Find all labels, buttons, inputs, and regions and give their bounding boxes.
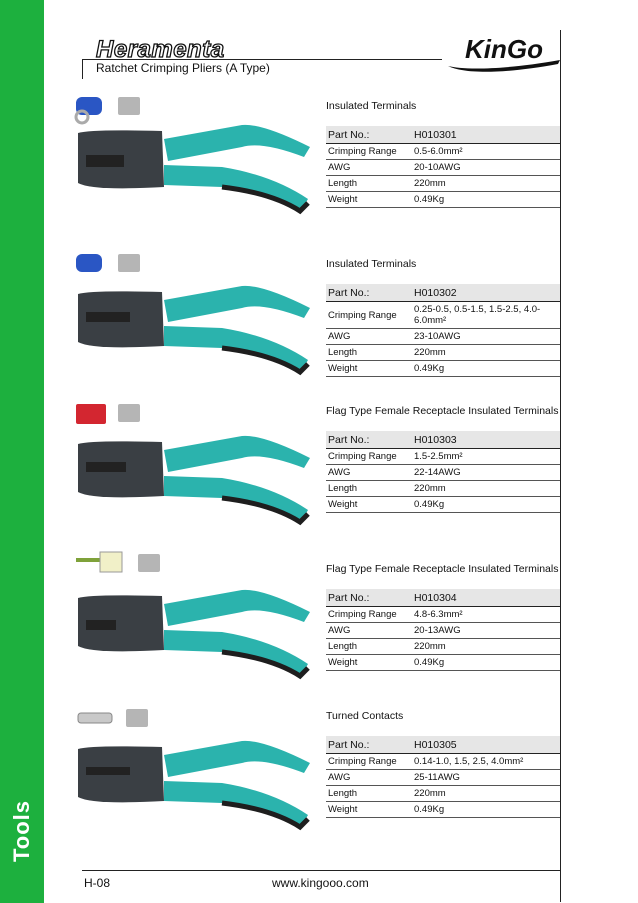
crimping-plier-image <box>72 250 312 380</box>
table-row <box>326 589 560 607</box>
spec-key: AWG <box>326 160 412 176</box>
spec-value: H010301 <box>412 126 560 144</box>
product-category: Flag Type Female Receptacle Insulated Terminals <box>326 563 559 575</box>
spec-key: Length <box>326 786 412 802</box>
table-row <box>326 302 560 329</box>
table-row <box>326 361 560 377</box>
footer-rule <box>82 870 560 871</box>
spec-table <box>326 589 560 671</box>
table-row <box>326 655 560 671</box>
page-subtitle: Ratchet Crimping Pliers (A Type) <box>96 61 270 75</box>
plier-upper-handle <box>164 741 310 777</box>
table-row <box>326 802 560 818</box>
spec-key: Part No.: <box>326 126 412 144</box>
spec-key: Crimping Range <box>326 607 412 623</box>
spec-value: 220mm <box>412 481 560 497</box>
spec-value: 0.49Kg <box>412 655 560 671</box>
crimp-profile-icon <box>118 254 140 272</box>
table-row <box>326 176 560 192</box>
table-row <box>326 607 560 623</box>
product-block <box>326 563 560 671</box>
table-row <box>326 465 560 481</box>
table-row <box>326 431 560 449</box>
spec-key: Crimping Range <box>326 449 412 465</box>
product-block <box>326 710 560 818</box>
terminal-icon <box>76 558 100 562</box>
spec-key: AWG <box>326 465 412 481</box>
crimping-plier-image <box>72 95 312 225</box>
terminal-icon <box>78 713 112 723</box>
table-row <box>326 497 560 513</box>
table-row <box>326 639 560 655</box>
product-category: Turned Contacts <box>326 710 404 722</box>
spec-value: 220mm <box>412 639 560 655</box>
header-rule <box>82 59 442 60</box>
page-number: H-08 <box>84 876 111 890</box>
table-row <box>326 284 560 302</box>
spec-key: Part No.: <box>326 431 412 449</box>
spec-value: H010302 <box>412 284 560 302</box>
spec-value: 220mm <box>412 345 560 361</box>
spec-key: Crimping Range <box>326 302 412 329</box>
table-row <box>326 481 560 497</box>
spec-value: 4.8-6.3mm² <box>412 607 560 623</box>
spec-key: Crimping Range <box>326 754 412 770</box>
spec-table <box>326 126 560 208</box>
table-row <box>326 345 560 361</box>
spec-value: 220mm <box>412 176 560 192</box>
terminal-icon <box>76 404 106 424</box>
plier-upper-handle <box>164 590 310 626</box>
spec-value: 0.49Kg <box>412 192 560 208</box>
spec-key: Weight <box>326 192 412 208</box>
spec-table <box>326 431 560 513</box>
spec-key: Length <box>326 639 412 655</box>
spec-value: 0.49Kg <box>412 802 560 818</box>
spec-key: Length <box>326 345 412 361</box>
sidebar <box>0 0 44 903</box>
spec-value: 22-14AWG <box>412 465 560 481</box>
spec-value: 0.49Kg <box>412 497 560 513</box>
crimp-profile-icon <box>118 97 140 115</box>
logo-wordmark: KinGo <box>465 34 543 64</box>
product-block <box>326 258 560 377</box>
product-category: Insulated Terminals <box>326 258 417 270</box>
crimp-profile-icon <box>138 554 160 572</box>
spec-key: Length <box>326 481 412 497</box>
product-category: Insulated Terminals <box>326 100 417 112</box>
spec-value: 25-11AWG <box>412 770 560 786</box>
table-row <box>326 144 560 160</box>
table-row <box>326 736 560 754</box>
plier-upper-handle <box>164 286 310 322</box>
table-row <box>326 754 560 770</box>
website-url[interactable]: www.kingooo.com <box>272 876 369 890</box>
plier-upper-handle <box>164 125 310 161</box>
product-block <box>326 100 560 208</box>
brand-title: Heramenta <box>96 36 225 63</box>
spec-table <box>326 736 560 818</box>
table-row <box>326 770 560 786</box>
spec-value: 20-10AWG <box>412 160 560 176</box>
table-row <box>326 160 560 176</box>
spec-key: Weight <box>326 655 412 671</box>
spec-key: Weight <box>326 361 412 377</box>
table-row <box>326 786 560 802</box>
spec-value: 23-10AWG <box>412 329 560 345</box>
right-rule <box>560 30 561 902</box>
table-row <box>326 449 560 465</box>
spec-key: AWG <box>326 623 412 639</box>
spec-key: Part No.: <box>326 284 412 302</box>
spec-value: 0.5-6.0mm² <box>412 144 560 160</box>
spec-value: 0.14-1.0, 1.5, 2.5, 4.0mm² <box>412 754 560 770</box>
spec-table <box>326 284 560 377</box>
table-row <box>326 623 560 639</box>
spec-key: AWG <box>326 770 412 786</box>
spec-key: Length <box>326 176 412 192</box>
header-rule-vertical <box>82 59 83 79</box>
crimp-profile-icon <box>118 404 140 422</box>
crimping-plier-image <box>72 550 312 680</box>
spec-key: Part No.: <box>326 736 412 754</box>
spec-key: Weight <box>326 497 412 513</box>
kingo-logo <box>444 30 564 72</box>
spec-key: Part No.: <box>326 589 412 607</box>
spec-value: H010304 <box>412 589 560 607</box>
spec-key: Weight <box>326 802 412 818</box>
crimping-plier-image <box>72 705 312 835</box>
spec-value: 0.25-0.5, 0.5-1.5, 1.5-2.5, 4.0-6.0mm² <box>412 302 560 329</box>
spec-value: 20-13AWG <box>412 623 560 639</box>
spec-value: 1.5-2.5mm² <box>412 449 560 465</box>
product-category: Flag Type Female Receptacle Insulated Terminals <box>326 405 559 417</box>
crimping-plier-image <box>72 400 312 530</box>
spec-value: H010303 <box>412 431 560 449</box>
spec-value: 220mm <box>412 786 560 802</box>
sidebar-label: Tools <box>9 799 34 863</box>
table-row <box>326 329 560 345</box>
spec-key: Crimping Range <box>326 144 412 160</box>
spec-key: AWG <box>326 329 412 345</box>
table-row <box>326 192 560 208</box>
spec-value: H010305 <box>412 736 560 754</box>
crimp-profile-icon <box>126 709 148 727</box>
terminal-icon <box>76 254 102 272</box>
table-row <box>326 126 560 144</box>
plier-upper-handle <box>164 436 310 472</box>
product-block <box>326 405 560 513</box>
spec-value: 0.49Kg <box>412 361 560 377</box>
